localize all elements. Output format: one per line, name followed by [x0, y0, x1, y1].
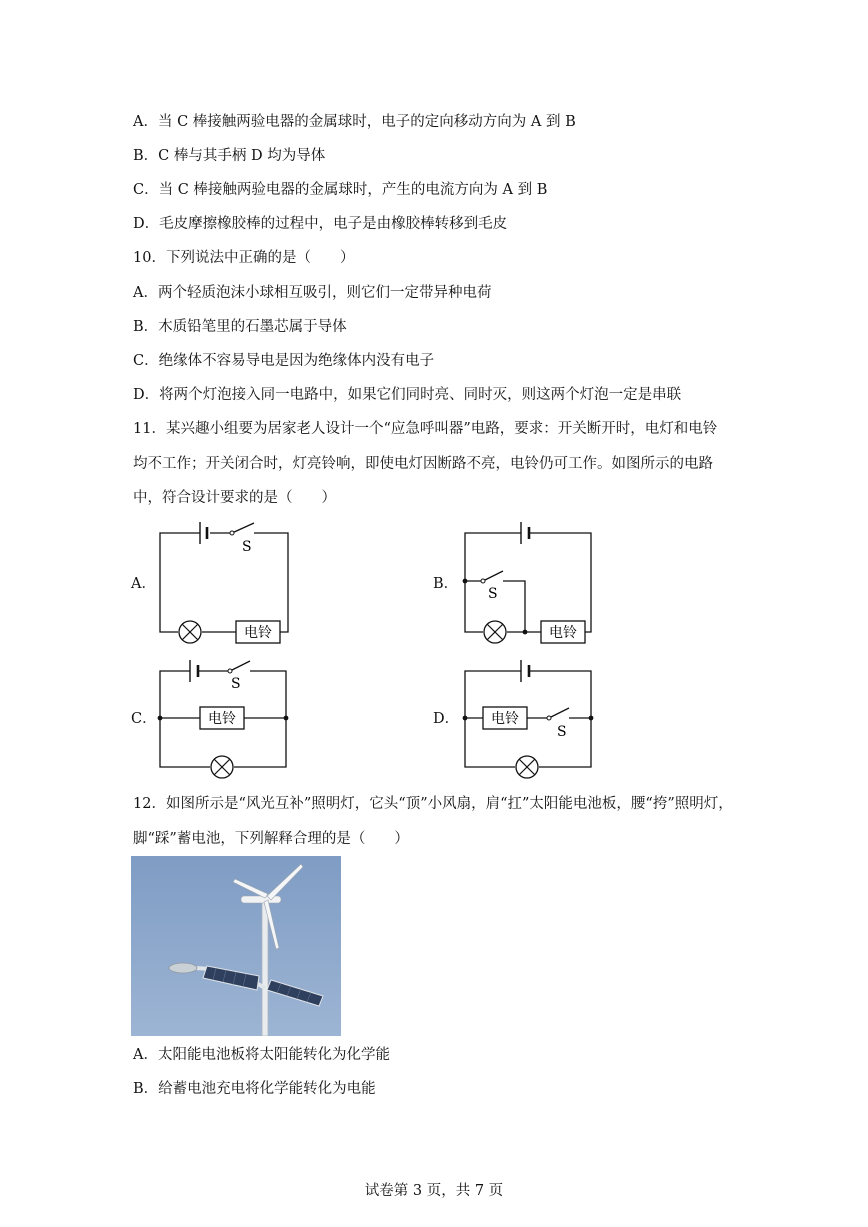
- circuit-d-diagram: [455, 655, 605, 785]
- bell-label: 电铃: [549, 625, 577, 641]
- q9-option-d: D．毛皮摩擦橡胶棒的过程中，电子是由橡胶棒转移到毛皮: [133, 216, 508, 232]
- circuit-b-label: B．: [433, 576, 459, 592]
- bell-label: 电铃: [208, 711, 236, 727]
- q12-stem-line-1: 12．如图所示是“风光互补”照明灯，它头“顶”小风扇，肩“扛”太阳能电池板，腰“挎”照明灯，: [133, 796, 733, 812]
- bell-label: 电铃: [244, 625, 272, 641]
- circuit-b-diagram: [455, 515, 605, 650]
- q11-stem-line-2: 均不工作；开关闭合时，灯亮铃响，即使电灯因断路不亮，电铃仍可工作。如图所示的电路: [133, 456, 713, 472]
- switch-label: S: [488, 586, 498, 602]
- circuit-a-label: A．: [131, 576, 156, 592]
- lamp-icon: [211, 756, 233, 778]
- lamp-icon: [484, 621, 506, 643]
- q10-option-d: D．将两个灯泡接入同一电路中，如果它们同时亮、同时灭，则这两个灯泡一定是串联: [133, 387, 682, 403]
- q9-option-b: B．C 棒与其手柄 D 均为导体: [133, 148, 326, 164]
- page-footer: 试卷第 3 页，共 7 页: [364, 1183, 504, 1199]
- bell-label: 电铃: [491, 711, 519, 727]
- q12-stem-line-2: 脚“踩”蓄电池，下列解释合理的是（ ）: [133, 831, 409, 847]
- circuit-c-label: C．: [131, 711, 157, 727]
- q10-option-c: C．绝缘体不容易导电是因为绝缘体内没有电子: [133, 353, 435, 369]
- q10-option-a: A．两个轻质泡沫小球相互吸引，则它们一定带异种电荷: [133, 285, 492, 301]
- q11-stem-line-3: 中，符合设计要求的是（ ）: [133, 490, 336, 506]
- switch-label: S: [242, 539, 252, 555]
- lamp-icon: [179, 621, 201, 643]
- wind-solar-streetlight-photo: [131, 856, 341, 1036]
- circuit-a-diagram: [150, 515, 300, 650]
- switch-label: S: [557, 724, 567, 740]
- q10-option-b: B．木质铅笔里的石墨芯属于导体: [133, 319, 347, 335]
- circuit-d-label: D．: [433, 711, 460, 727]
- q11-stem-line-1: 11．某兴趣小组要为居家老人设计一个“应急呼叫器”电路，要求：开关断开时，电灯和电铃: [133, 421, 718, 437]
- q12-option-a: A．太阳能电池板将太阳能转化为化学能: [133, 1047, 390, 1063]
- q9-option-c: C．当 C 棒接触两验电器的金属球时，产生的电流方向为 A 到 B: [133, 182, 548, 198]
- circuit-c-diagram: [150, 655, 300, 785]
- lamp-icon: [516, 756, 538, 778]
- q12-option-b: B．给蓄电池充电将化学能转化为电能: [133, 1081, 376, 1097]
- q9-option-a: A．当 C 棒接触两验电器的金属球时，电子的定向移动方向为 A 到 B: [133, 114, 576, 130]
- q10-stem: 10．下列说法中正确的是（ ）: [133, 250, 355, 266]
- switch-label: S: [231, 676, 241, 692]
